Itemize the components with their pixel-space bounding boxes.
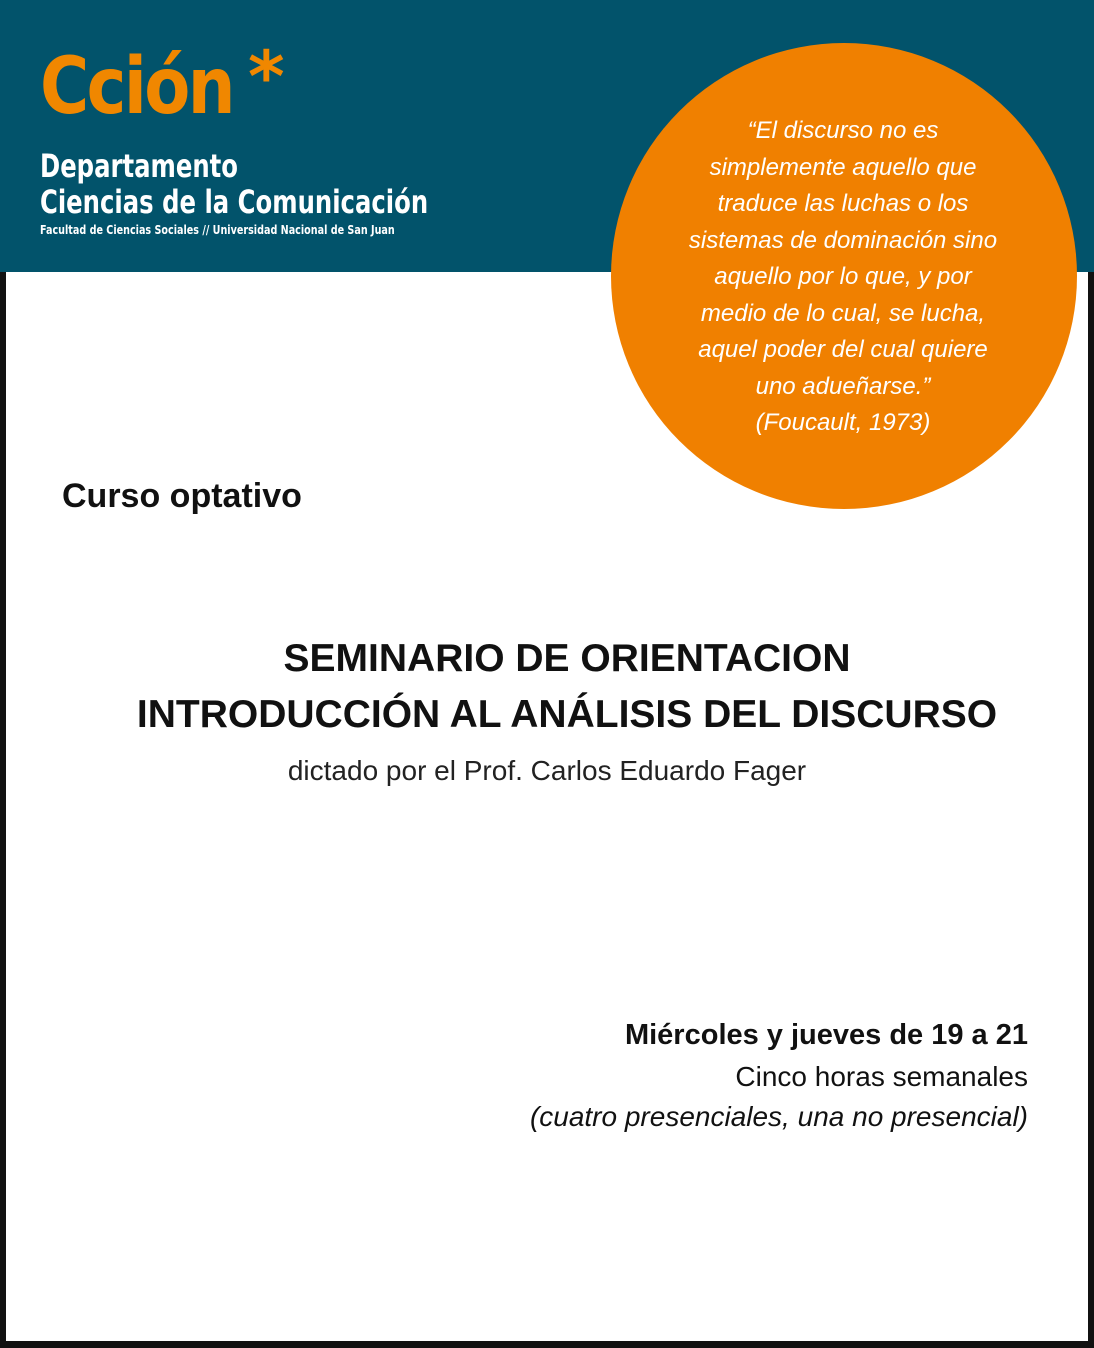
logo-asterisk: * (248, 36, 285, 118)
foucault-quote (645, 113, 1041, 442)
schedule-days: Miércoles y jueves de 19 a 21 (624, 1019, 1028, 1051)
quote-line: uno adueñarse.” (755, 372, 931, 400)
course-type: Curso optativo (62, 477, 302, 515)
quote-line: traduce las luchas o los (717, 190, 969, 217)
department-name: Ciencias de la Comunicación (40, 183, 429, 221)
quote-line: “El discurso no es (747, 117, 939, 144)
schedule-modality: (cuatro presenciales, una no presencial) (529, 1101, 1028, 1132)
course-title-line2: INTRODUCCIÓN AL ANÁLISIS DEL DISCURSO (136, 693, 998, 736)
course-title-line1: SEMINARIO DE ORIENTACION (283, 637, 851, 680)
quote-line: medio de lo cual, se lucha, (700, 299, 986, 327)
quote-line: aquel poder del cual quiere (698, 336, 988, 363)
quote-citation: (Foucault, 1973) (755, 409, 931, 436)
quote-line: sistemas de dominación sino (688, 226, 998, 254)
quote-line: simplemente aquello que (709, 153, 977, 181)
course-instructor: dictado por el Prof. Carlos Eduardo Fager (287, 755, 807, 786)
institution-name: Facultad de Ciencias Sociales // Universidad Nacional de San Juan (40, 223, 395, 237)
logo-wordmark: Cción (40, 42, 233, 132)
quote-line: aquello por lo que, y por (714, 263, 972, 290)
schedule-hours: Cinco horas semanales (735, 1061, 1028, 1092)
department-label: Departamento (40, 147, 239, 185)
